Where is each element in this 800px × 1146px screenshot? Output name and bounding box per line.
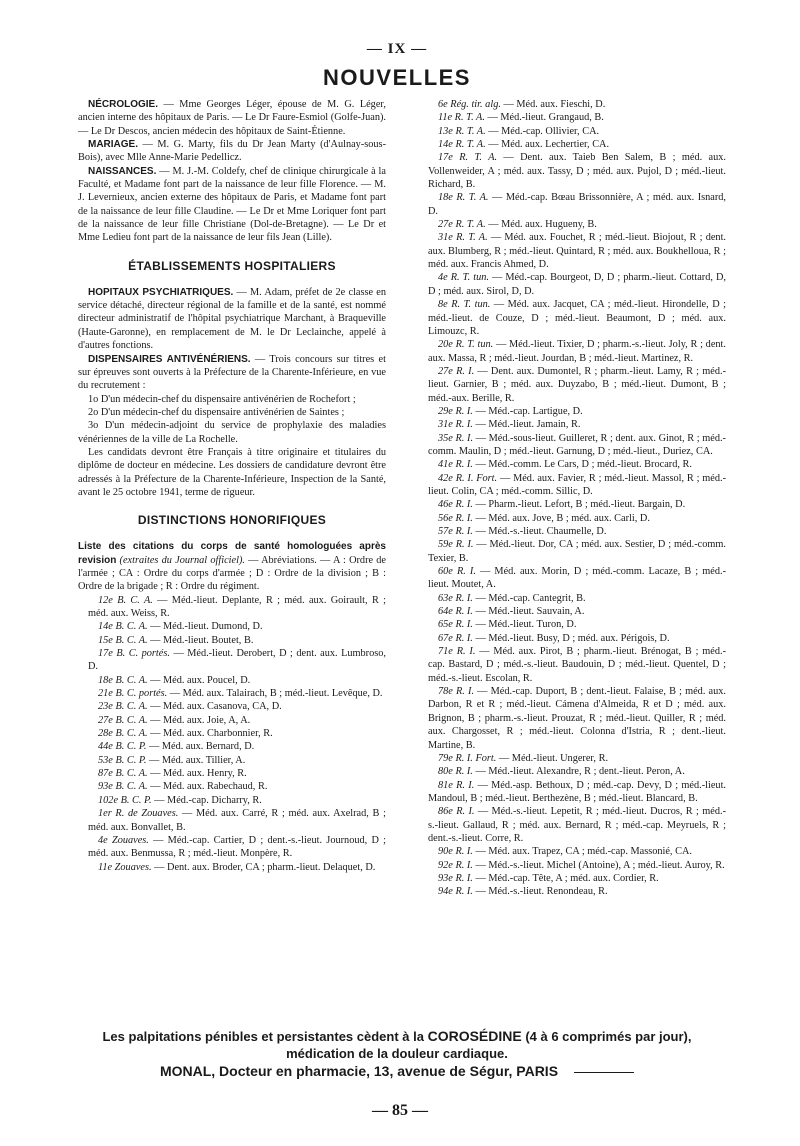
citation-text: — Méd. aux. Joie, A, A. [147, 714, 251, 726]
citation-entry [418, 418, 726, 431]
citation-entry [418, 365, 726, 405]
citation-text: — Méd. aux. Tillier, A. [146, 754, 246, 766]
citation-unit: 90e R. I. [438, 846, 473, 858]
hopitaux-paragraph [78, 286, 386, 353]
citation-entry [78, 807, 386, 834]
citation-text: — Méd. aux. Rabechaud, R. [147, 781, 268, 793]
right-column [418, 98, 726, 899]
naissances-text: — M. J.-M. Coldefy, chef de clinique chirurgicale à la Faculté, et Madame font part de la naissance de leur fille Florence. — M. J. Levernieux, ancien externe des hôpitaux de Paris, et Madame font part de la naissance de leur fille Claudine. — Le Dr et Mme Loriquer font part de la naissance de leur fille Christiane (Dol-de-Bretagne). — Le Dr et Mme Ledieu font part de la naissance de leur fils Jean (Lille). [78, 165, 386, 244]
citation-unit: 81e R. I. [438, 779, 475, 791]
citation-text: — Méd. aux. Hugueny, B. [485, 219, 597, 231]
citation-text: — Méd. aux. Trapez, CA ; méd.-cap. Massonié, CA. [472, 846, 692, 858]
citation-entry [418, 685, 726, 752]
citation-entry [78, 754, 386, 767]
citation-text: — Méd.-lieut. Derobert, D ; dent. aux. Lumbroso, D. [88, 648, 386, 673]
citation-entry [418, 632, 726, 645]
citation-unit: 102e B. C. P. [98, 794, 152, 806]
etablissements-heading: ÉTABLISSEMENTS HOSPITALIERS [128, 258, 336, 273]
citation-unit: 17e R. T. A. [438, 152, 498, 164]
hopitaux-text: — M. Adam, préfet de 2e classe en service détaché, directeur régional de la famille et de la santé, est nommé directeur administratif de l'hôpital psychiatrique Marchant, à Braqueville (Haute-Garonne), en remplacement de M. le Dr Leclainche, appelé à d'autres fonctions. [78, 286, 386, 352]
citation-entry [78, 794, 386, 807]
citation-entry [78, 594, 386, 621]
citation-entry [78, 727, 386, 740]
citation-entry [418, 138, 726, 151]
citation-unit: 86e R. I. [438, 806, 475, 818]
citation-unit: 11e Zouaves. [98, 861, 152, 873]
citation-text: — Méd.-sous-lieut. Guilleret, R ; dent. aux. Ginot, R ; méd.-comm. Maulin, D ; méd.-lieut. Garnung, D ; méd.-lieut., Duriez, CA. [428, 432, 726, 457]
citation-unit: 63e R. I. [438, 592, 473, 604]
citation-entry [418, 218, 726, 231]
citation-text: — Méd. aux. Favier, R ; méd.-lieut. Massol, R ; méd.-lieut. Colin, CA ; méd.-comm. Sillic, D. [428, 472, 726, 497]
citation-text: — Méd.-lieut. Boutet, B. [147, 634, 254, 646]
citation-unit: 13e R. T. A. [438, 125, 486, 137]
citation-text: — Méd.-cap. Lartigue, D. [472, 405, 583, 417]
advertisement [74, 1028, 720, 1081]
citation-text: — Méd.-lieut. Deplante, R ; méd. aux. Goirault, R ; méd. aux. Weiss, R. [88, 594, 387, 619]
citation-text: — Méd. aux. Talairach, B ; méd.-lieut. Levêque, D. [167, 688, 383, 700]
citation-entry [418, 645, 726, 685]
advert-brand: COROSÉDINE [427, 1028, 522, 1044]
citation-unit: 23e B. C. A. [98, 701, 148, 713]
citation-text: — Méd. aux. Poucel, D. [147, 674, 251, 686]
citation-unit: 60e R. I. [438, 566, 476, 578]
citation-entry [418, 498, 726, 511]
advert-address: MONAL, Docteur en pharmacie, 13, avenue de Ségur, PARIS [159, 1063, 559, 1079]
citation-text: — Dent. aux. Taieb Ben Salem, B ; méd. aux. Vollenweider, A ; méd. aux. Tassy, D ; méd. aux. Pujol, D ; méd.-lieut. Richard, B. [428, 152, 726, 191]
hopitaux-lead: HOPITAUX PSYCHIATRIQUES. [88, 286, 234, 298]
citation-unit: 78e R. I. [438, 686, 475, 698]
citation-unit: 93e B. C. A. [98, 781, 148, 793]
citation-unit: 17e B. C. portés. [98, 648, 170, 660]
dispensaires-lead: DISPENSAIRES ANTIVÉNÉRIENS. [88, 353, 251, 365]
advert-line-3 [74, 1062, 720, 1081]
citation-text: — Méd.-lieut. Busy, D ; méd. aux. Périgois, D. [472, 632, 670, 644]
citation-text: — Méd. aux. Charbonnier, R. [147, 728, 273, 740]
citation-text: — Méd.-cap. Bourgeot, D, D ; pharm.-lieut. Cottard, D, D ; méd. aux. Sirol, D, D. [428, 272, 726, 297]
citation-text: — Méd.-cap. Cantegrit, B. [472, 592, 586, 604]
citation-entry [78, 834, 386, 861]
citation-unit: 4e R. T. tun. [438, 272, 489, 284]
citation-unit: 28e B. C. A. [98, 728, 148, 740]
advert-line-1 [74, 1028, 720, 1045]
citation-unit: 87e B. C. A. [98, 768, 148, 780]
citation-unit: 18e B. C. A. [98, 674, 148, 686]
citation-text: — Méd. aux. Fieschi, D. [500, 99, 606, 110]
citation-entry [418, 338, 726, 365]
citation-entry [418, 885, 726, 898]
citation-unit: 14e R. T. A. [438, 139, 486, 151]
citation-text: — Méd.-s.-lieut. Michel (Antoine), A ; méd.-lieut. Auroy, R. [472, 859, 725, 871]
citation-entry [78, 687, 386, 700]
citation-text: — Méd. aux. Carré, R ; méd. aux. Axelrad, B ; méd. aux. Bonvallet, B. [88, 808, 386, 833]
citation-entry [78, 620, 386, 633]
citation-unit: 59e R. I. [438, 539, 474, 551]
citation-unit: 31e R. T. A. [438, 232, 488, 244]
citation-unit: 53e B. C. P. [98, 754, 147, 766]
citation-text: — Méd.-asp. Bethoux, D ; méd.-cap. Devy, D ; méd.-lieut. Mandoul, B ; méd.-lieut. Berthezène, B ; méd.-lieut. Blancard, B. [428, 779, 727, 804]
citation-unit: 8e R. T. tun. [438, 299, 491, 311]
advert-rule [574, 1072, 634, 1073]
citation-entry [418, 298, 726, 338]
citation-unit: 27e R. T. A. [438, 219, 486, 231]
dispensaires-paragraph [78, 353, 386, 393]
citation-unit: 1er R. de Zouaves. [98, 808, 179, 820]
citation-unit: 21e B. C. portés. [98, 688, 168, 700]
citation-entry [78, 634, 386, 647]
citation-entry [78, 647, 386, 674]
advert-line-2: médication de la douleur cardiaque. [286, 1046, 508, 1061]
section-title: NOUVELLES [323, 65, 471, 90]
citation-entry [418, 472, 726, 499]
dispensaire-item: 2o D'un médecin-chef du dispensaire antivénérien de Saintes ; [88, 406, 345, 418]
citation-entry [78, 700, 386, 713]
citation-entry [418, 872, 726, 885]
citation-unit: 94e R. I. [438, 886, 473, 898]
citation-entry [418, 765, 726, 778]
citation-text: — Méd.-lieut. Ungerer, R. [496, 752, 609, 764]
citation-entry [418, 98, 726, 111]
citation-text: — Méd.-cap. Bœau Brissonnière, A ; méd. aux. Isnard, D. [428, 192, 727, 217]
distinctions-heading: DISTINCTIONS HONORIFIQUES [137, 513, 327, 528]
citation-text: — Méd.-cap. Cartier, D ; dent.-s.-lieut. Journoud, D ; méd. aux. Benmussa, R ; méd.-lieut. Monpère, R. [88, 834, 387, 860]
citation-unit: 15e B. C. A. [98, 634, 148, 646]
citation-entry [418, 779, 726, 806]
citation-entry [418, 752, 726, 765]
mariage-paragraph [78, 138, 386, 165]
citation-text: — Dent. aux. Broder, CA ; pharm.-lieut. Delaquet, D. [151, 861, 376, 873]
citation-text: — Méd.-cap. Duport, B ; dent.-lieut. Falaise, B ; méd. aux. Darbon, R et R ; méd.-lieut. Cámena d'Almeida, R et D ; méd. aux. Brignon, B ; pharm.-s.-lieut. Prouzat, R ; méd.-lieut. Quiller, R ; méd. aux. Chargosset, R ; méd.-lieut. Colonna d'Istria, R ; dent.-lieut. Martine, B. [428, 686, 726, 751]
citation-unit: 31e R. I. [438, 419, 473, 431]
citation-unit: 18e R. T. A. [438, 192, 489, 204]
citation-unit: 67e R. I. [438, 632, 473, 644]
citation-unit: 64e R. I. [438, 606, 473, 618]
citation-text: — Méd. aux. Henry, R. [147, 768, 247, 780]
citation-text: — Méd.-s.-lieut. Chaumelle, D. [472, 526, 607, 537]
citation-unit: 93e R. I. [438, 872, 473, 884]
citation-unit: 27e R. I. [438, 365, 475, 377]
citation-text: — Méd. aux. Bernard, D. [146, 741, 255, 753]
page-number: — 85 — [372, 1102, 428, 1119]
roman-page-number: — IX — [366, 41, 428, 57]
citation-entry [418, 512, 726, 525]
advert-line-1-post: (4 à 6 comprimés par jour), [521, 1029, 692, 1044]
citation-text: — Méd. aux. Morin, D ; méd.-comm. Lacaze, B ; méd.-lieut. Moutet, A. [428, 566, 726, 591]
left-citation-list [78, 594, 386, 874]
citation-unit: 20e R. T. tun. [438, 339, 494, 351]
citation-unit: 27e B. C. A. [98, 714, 148, 726]
citation-entry [418, 271, 726, 298]
citation-entry [78, 861, 386, 874]
citation-entry [418, 151, 726, 191]
dispensaire-item: 3o D'un médecin-adjoint du service de prophylaxie des maladies vénériennes de la ville de La Rochelle. [78, 420, 386, 445]
citation-unit: 92e R. I. [438, 859, 473, 871]
citation-entry [418, 191, 726, 218]
citation-text: — Méd. aux. Lechertier, CA. [485, 139, 610, 151]
citation-entry [78, 767, 386, 780]
citation-entry [418, 432, 726, 459]
dispensaire-item: 1o D'un médecin-chef du dispensaire antivénérien de Rochefort ; [88, 393, 356, 405]
citations-paragraph [78, 540, 386, 593]
citation-text: — Méd.-lieut. Jamain, R. [472, 419, 581, 431]
citation-entry [418, 618, 726, 631]
citation-unit: 65e R. I. [438, 619, 473, 631]
citation-text: — Méd.-lieut. Turon, D. [472, 619, 577, 631]
citation-text: — Méd.-comm. Le Cars, D ; méd.-lieut. Brocard, R. [472, 459, 692, 471]
citation-unit: 79e R. I. Fort. [438, 752, 497, 764]
citation-unit: 29e R. I. [438, 405, 473, 417]
citation-unit: 80e R. I. [438, 766, 473, 778]
citation-text: — Méd.-lieut. Grangaud, B. [484, 112, 604, 124]
naissances-lead: NAISSANCES. [88, 165, 157, 177]
citation-unit: 57e R. I. [438, 526, 473, 537]
citation-entry [418, 405, 726, 418]
citation-unit: 11e R. T. A. [438, 112, 485, 124]
citation-unit: 46e R. I. [438, 499, 473, 511]
citation-entry [418, 538, 726, 565]
citation-entry [418, 111, 726, 124]
citation-text: — Pharm.-lieut. Lefort, B ; méd.-lieut. Bargain, D. [472, 499, 686, 511]
citation-text: — Méd. aux. Jacquet, CA ; méd.-lieut. Hirondelle, D ; méd.-lieut. de Couze, D ; méd.-lieut. Beaumont, D ; méd. aux. Limouzc, R. [428, 299, 726, 337]
right-citation-list [418, 98, 726, 899]
advert-line-1-pre: Les palpitations pénibles et persistantes cèdent à la [102, 1029, 428, 1044]
citation-unit: 35e R. I. [438, 432, 474, 444]
left-column [78, 98, 386, 874]
citation-entry [418, 592, 726, 605]
citation-entry [418, 859, 726, 872]
citations-text: — Abréviations. — A : Ordre de l'armée ; CA : Ordre du corps d'armée ; D : Ordre de la division ; B : Ordre de la brigade ; R : Ordre du régiment. [78, 554, 386, 593]
citations-lead: Liste des citations du corps de santé homologuées après revision [78, 541, 386, 566]
citations-extract: (extraites du Journal officiel). [116, 554, 245, 566]
citation-entry [418, 805, 726, 845]
citation-entry [418, 525, 726, 538]
citation-text: — Méd.-lieut. Alexandre, R ; dent.-lieut. Peron, A. [472, 766, 685, 778]
page [74, 40, 727, 1016]
citation-entry [78, 674, 386, 687]
citation-text: — Méd.-lieut. Sauvain, A. [472, 606, 585, 618]
dispensaires-text: — Trois concours sur titres et sur épreuves sont ouverts à la Préfecture de la Charente-Inférieure, en vue du recrutement : [78, 353, 386, 392]
columns [74, 98, 727, 1016]
necrologie-lead: NÉCROLOGIE. [88, 99, 159, 110]
citation-unit: 12e B. C. A. [98, 594, 153, 606]
citation-entry [418, 565, 726, 592]
citation-unit: 41e R. I. [438, 459, 473, 471]
citation-entry [418, 845, 726, 858]
citation-text: — Méd.-s.-lieut. Lepetit, R ; méd.-lieut. Ducros, R ; méd.-s.-lieut. Gallaud, R ; méd. aux. Bernard, R ; méd.-cap. Meyruels, R ; dent.-s.-lieut. Corre, R. [428, 806, 726, 844]
dispensaires-closing: Les candidats devront être Français à titre originaire et titulaires du diplôme de docteur en médecine. Les dossiers de candidature devront être adressés à la Préfecture de la Charente-Inférieure, Inspection de la Santé, avant le 25 octobre 1941, terme de rigueur. [78, 446, 386, 498]
citation-entry [418, 125, 726, 138]
citation-text: — Méd.-cap. Tête, A ; méd. aux. Cordier, R. [472, 872, 659, 884]
citation-text: — Dent. aux. Dumontel, R ; pharm.-lieut. Lamy, R ; méd.-lieut. Garnier, B ; méd. aux. Duyzabo, B ; méd.-lieut. Dumont, B ; méd.-aux. Berille, R. [428, 365, 726, 404]
citation-text: — Méd. aux. Jove, B ; méd. aux. Carli, D. [472, 512, 650, 524]
citation-unit: 42e R. I. Fort. [438, 472, 498, 484]
citation-text: — Méd. aux. Casanova, CA, D. [147, 701, 282, 713]
mariage-lead: MARIAGE. [88, 139, 138, 151]
naissances-paragraph [78, 165, 386, 245]
citation-unit: 56e R. I. [438, 512, 473, 524]
citation-unit: 71e R. I. [438, 646, 476, 658]
necrologie-text: — Mme Georges Léger, épouse de M. G. Léger, ancien interne des hôpitaux de Paris. — Le Dr Faure-Esmiol (Golfe-Juan). — Le Dr Descos, ancien médecin des hôpitaux de Saint-Étienne. [78, 99, 386, 137]
citation-entry [418, 605, 726, 618]
citation-unit: 6e Rég. tir. alg. [438, 99, 501, 110]
citation-text: — Méd. aux. Pirot, B ; pharm.-lieut. Brénogat, B ; méd.-cap. Bastard, D ; méd.-s.-lieut. Baudouin, D ; méd.-lieut. Quentel, D ; méd.-s.-lieut. Escolan, R. [428, 646, 727, 684]
citation-text: — Méd.-s.-lieut. Renondeau, R. [472, 886, 608, 898]
citation-entry [418, 231, 726, 271]
citation-unit: 44e B. C. P. [98, 741, 147, 753]
citation-text: — Méd. aux. Fouchet, R ; méd.-lieut. Biojout, R ; dent. aux. Blumberg, R ; méd.-lieut. Quintard, R ; méd. aux. Boukhelloua, R ; méd. aux. Francis Ahmed, D. [428, 232, 726, 271]
citation-text: — Méd.-cap. Ollivier, CA. [485, 125, 600, 137]
citation-entry [78, 714, 386, 727]
citation-text: — Méd.-lieut. Tixier, D ; pharm.-s.-lieut. Joly, R ; dent. aux. Massa, R ; méd.-lieut. Jourdan, B ; méd.-lieut. Martinez, R. [428, 339, 726, 364]
citation-text: — Méd.-cap. Dicharry, R. [151, 794, 262, 806]
citation-entry [418, 458, 726, 471]
mariage-text: — M. G. Marty, fils du Dr Jean Marty (d'Aulnay-sous-Bois), avec Mlle Anne-Marie Pedellicz. [78, 139, 386, 164]
citation-text: — Méd.-lieut. Dor, CA ; méd. aux. Sestier, D ; méd.-comm. Texier, B. [428, 539, 726, 564]
citation-unit: 4e Zouaves. [98, 834, 149, 846]
necrologie-paragraph [78, 98, 386, 138]
citation-unit: 14e B. C. A. [98, 621, 148, 633]
citation-text: — Méd.-lieut. Dumond, D. [147, 621, 263, 633]
citation-entry [78, 780, 386, 793]
citation-entry [78, 740, 386, 753]
